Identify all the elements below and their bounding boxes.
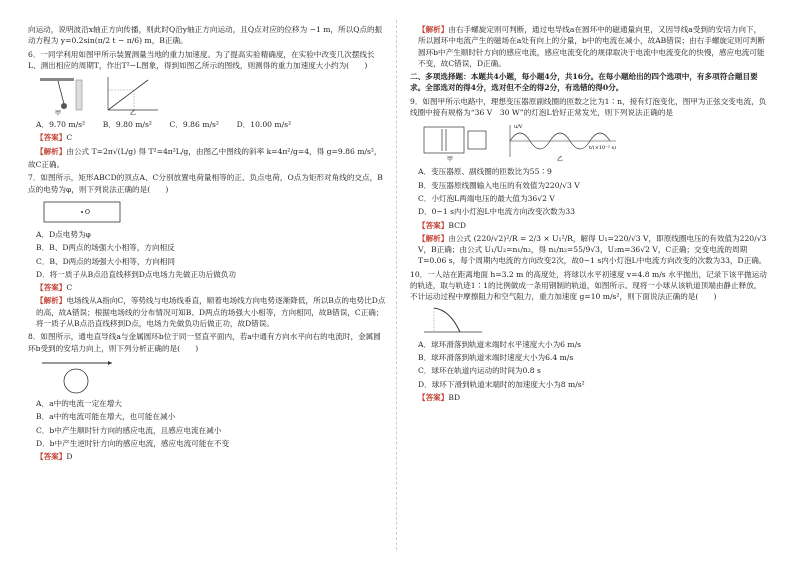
q10-option-b: B．球环滑落到轨道末端时速度大小为6.4 m/s [418, 352, 574, 362]
lamp-circuit [468, 131, 486, 149]
ruler [76, 80, 82, 110]
q6-options-row [28, 119, 386, 130]
q6-explanation [28, 146, 386, 157]
current-arrow [108, 361, 112, 365]
q9-option-a: A．变压器原、副线圈的匝数比为55∶9 [418, 167, 552, 177]
track-curve [434, 308, 460, 332]
q7-figure [38, 198, 386, 226]
question-6: 6．一同学利用如图甲所示装置测量当地的重力加速度。为了提高实验精确度，在实验中改变几次摆线长L、测出相应的周期T，作出T²−L图象，得到如图乙所示的图线，则测得的重力加速度大小约为( ) [28, 49, 375, 70]
q10-option-c: C．球环在轨道内运动的时间为0.8 s [418, 366, 541, 376]
explanation-tag: 【解析】 [36, 296, 67, 306]
q6-option-a: A．9.70 m/s² [36, 120, 86, 130]
q9-option-b: B．变压器原线圈输入电压的有效值为220/√3 V [418, 180, 580, 190]
answer-value: C [66, 133, 73, 143]
q6-option-c: C．9.86 m/s² [169, 120, 219, 130]
q8-figure [38, 357, 386, 395]
transformer-waveform-figure [420, 121, 620, 163]
answer-tag: 【答案】 [36, 133, 67, 143]
fig-label-b: 乙 [129, 110, 137, 117]
explanation-tag: 【解析】 [36, 146, 67, 156]
explanation-text: 由公式 T=2π√(L/g) 得 T²=4π²L/g，由图乙中图线的斜率 k=4π²/g=4，得 g=9.86 m/s²， [66, 146, 382, 156]
fig-label-b: 乙 [556, 156, 564, 164]
q9-figure [420, 121, 768, 163]
q10-option-a: A．球环滑落到轨道末端时水平速度大小为6 m/s [418, 339, 582, 349]
explanation-tag: 【解析】 [418, 25, 449, 34]
q7-option-b: B．B、D两点的场强大小相等，方向相反 [36, 243, 175, 253]
q7-option-c: C．B、D两点的场强大小相等，方向相同 [36, 256, 175, 266]
q9-option-d: D．0~1 s内小灯泡L中电流方向改变次数为33 [418, 207, 576, 217]
pendulum-bob [61, 103, 67, 109]
q9-option-c: C．小灯泡L两端电压的最大值为36√2 V [418, 193, 555, 203]
q10-figure [420, 306, 768, 336]
section-header-multiple-choice: 二、多项选择题：本题共4小题，每小题4分，共16分。在每小题给出的四个选项中，有多项符合题目要求。全部选对的得4分，选对但不全的得2分，有选错的得0分。 [410, 72, 758, 93]
q7-option-d: D．将一质子从B点沿直线移到D点电场力先做正功后做负功 [36, 269, 237, 279]
answer-tag: 【答案】 [36, 283, 67, 293]
q8-option-b: B．a中的电流可能在增大，也可能在减小 [36, 412, 176, 422]
q7-answer [28, 282, 386, 293]
center-point [81, 211, 83, 213]
left-column [28, 24, 386, 464]
wire-ring-figure [38, 357, 118, 395]
transformer-circuit [424, 127, 464, 153]
rectangle-abcd-figure [38, 198, 128, 226]
q10-answer [410, 392, 768, 403]
pendulum-string [58, 81, 64, 104]
q6-figure [38, 74, 386, 116]
q6-option-d: D．10.00 m/s² [236, 120, 292, 130]
q8-option-a: A．a中的电流一定在增大 [36, 398, 122, 408]
fig-label-a: 甲 [446, 156, 454, 164]
question-8: 8．如图所示，通电直导线a与金属圆环b位于同一竖直平面内，若a中通有方向水平向右的电流时，金属圆环b受到的安培力向上，则下列分析正确的是( ) [28, 332, 381, 353]
answer-value: BCD [448, 220, 466, 230]
q6-answer [28, 132, 386, 143]
right-column [410, 24, 768, 405]
t-axis-label: t/(×10⁻² s) [589, 145, 616, 152]
explanation-text: 由右手螺旋定则可判断，通过电导线a在圆环中的磁通量向里，又因导线a受到的安培力向下，所以圆环中电流产生的磁场在a处有向上的分量，b中的电流在减小，故AB错误；由右手螺旋定则可判断圆环b中产生顺时针方向的感应电流，感应电流变化的规律取决于电流中电流变化的快慢，感应电流可能不变，故C错误，D正确。 [418, 25, 765, 68]
pendulum-support [40, 78, 74, 81]
answer-value: BD [448, 392, 461, 402]
answer-tag: 【答案】 [418, 392, 449, 402]
explanation-text: 电场线从A指向C，等势线与电场线垂直，顺着电场线方向电势逐渐降低，所以B点的电势比D点的高，故A错误；根据电场线的分布情况可知B、D两点的场强大小相等，方向相同，故B错误，C正确；将一质子从B点沿直线移到D点，电场力先做负功后做正功，故D错误。 [36, 296, 386, 329]
center-label: O [85, 208, 90, 216]
q7-explanation [28, 295, 386, 329]
question-7: 7．如图所示，矩形ABCD的顶点A、C分别放置电荷量相等的正、负点电荷，O点为矩形对角线的交点，B点的电势为φ，则下列说法正确的是( ) [28, 173, 383, 194]
q6-option-b: B．9.80 m/s² [102, 120, 152, 130]
q8-option-d: D．b中产生逆时针方向的感应电流，感应电流可能在不变 [36, 438, 230, 448]
q8-option-c: C．b中产生顺时针方向的感应电流，且感应电流在减小 [36, 425, 222, 435]
question-10: 10．一人站在距离地面 h=3.2 m 的高度处，将球以水平初速度 v=4.8 m/s 水平抛出，记录下该平抛运动的轨迹，取与轨迹1∶1的比例做成一条用钢制的轨道，如图所示。现将一小球从该轨道顶端由静止释放，不计运动过程中摩擦阻力和空气阻力，重力加速度 g=10 m/s²，则下面说法正确的是( ) [410, 269, 767, 302]
q8-explanation [410, 24, 768, 69]
q10-option-d: D．球环下滑到轨道末端时的加速度大小为8 m/s² [418, 379, 585, 389]
question-9: 9．如图甲所示电路中，理想变压器原副线圈的匝数之比为1∶n，接有灯泡变化，图甲为正弦交变电流，负线圈中接有规格为“36 V 30 W”的灯泡L恰好正常发光，则下列说法正确的是 [410, 96, 767, 118]
answer-value: C [66, 283, 73, 293]
explanation-tag: 【解析】 [418, 233, 449, 243]
q9-explanation [410, 233, 768, 267]
explanation-text: 由公式 (220/√2)²/R = 2/3 × U₁²/R，解得 U₁=220/√3 V，即原线圈电压的有效值为220/√3 V，B正确；由公式 U₁/U₂=n₁/n₂，得 n₁/n₂=55/9√3，U₂m=36√2 V，C正确；交变电流的周期T=0.06 s，每个周期内电流的方向改变2次，故0~1 s内小灯泡L中电流方向改变的次数为33，D正确。 [418, 233, 767, 266]
parabolic-track-figure [420, 306, 490, 336]
q6-explanation-end: 故C正确。 [28, 160, 65, 170]
answer-tag: 【答案】 [36, 452, 67, 462]
q8-answer [28, 451, 386, 462]
q7-option-a: A．D点电势为φ [36, 229, 91, 239]
pendulum-graph-figure [38, 74, 198, 116]
u-axis-label: u/V [514, 124, 523, 131]
paragraph-continuation: 向运动，说明波沿x轴正方向传播，则此时Q沿y轴正方向运动，且Q点对应的位移为 −1 m，所以Q点的振动方程为 y=0.2sin(π/2 t − π/6) m，B正确。 [28, 25, 383, 46]
answer-tag: 【答案】 [418, 220, 449, 230]
graph-line [108, 80, 148, 110]
q9-answer [410, 220, 768, 231]
answer-value: D [66, 452, 73, 462]
fig-label-a: 甲 [54, 110, 62, 117]
column-divider [396, 20, 397, 550]
metal-ring [64, 369, 88, 393]
